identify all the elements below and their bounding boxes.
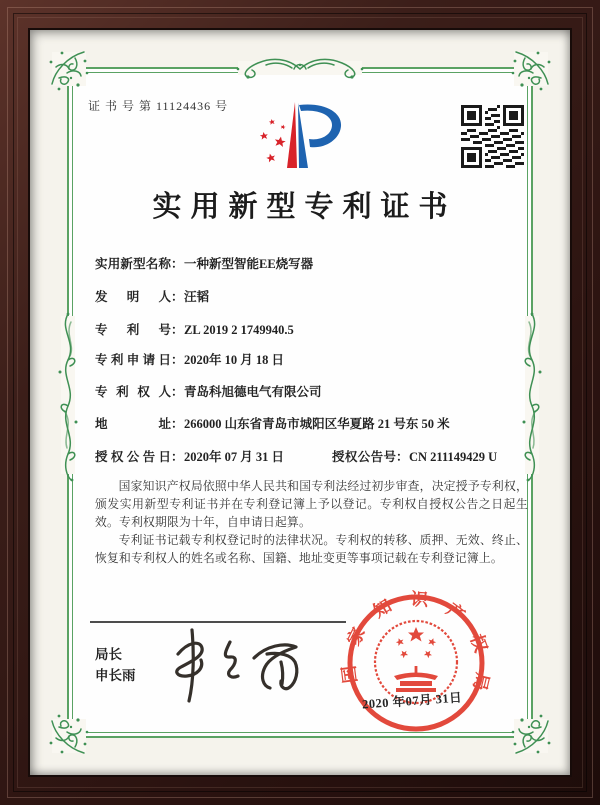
colon: ： xyxy=(396,450,409,464)
side-vine-icon xyxy=(55,312,81,482)
seal-date: 2020 年07月 31日 xyxy=(361,690,463,712)
colon: ： xyxy=(171,323,184,337)
field-application-date xyxy=(95,350,284,368)
colon: ： xyxy=(171,417,184,431)
field-inventor xyxy=(95,287,209,305)
field-grant-row xyxy=(95,447,498,465)
field-value: 青岛科旭德电气有限公司 xyxy=(184,385,322,399)
field-label: 专利号 xyxy=(95,323,171,337)
legal-paragraph: 专利证书记载专利权登记时的法律状况。专利权的转移、质押、无效、终止、恢复和专利权人的姓名或名称、国籍、地址变更等事项记载在专利登记簿上。 xyxy=(95,533,528,565)
field-label: 授权公告日 xyxy=(95,450,171,464)
field-invention-name xyxy=(95,254,313,272)
colon: ： xyxy=(171,353,184,367)
field-value: ZL 2019 2 1749940.5 xyxy=(184,323,294,337)
field-grant-number xyxy=(332,447,497,465)
field-label: 发明人 xyxy=(95,290,171,304)
signature-divider xyxy=(90,621,346,623)
field-value: 汪韬 xyxy=(184,290,210,304)
field-patent-number xyxy=(95,320,294,338)
colon: ： xyxy=(171,450,184,464)
corner-flourish-icon xyxy=(45,714,91,760)
top-flourish-icon xyxy=(232,53,368,83)
field-label: 专利申请日 xyxy=(95,353,171,367)
field-value: 2020年 07 月 31 日 xyxy=(184,450,285,464)
field-label: 地址 xyxy=(95,417,171,431)
seal-ring-text: 国家知识产权局 xyxy=(338,588,493,693)
certificate-number: 证 书 号 第 11124436 号 xyxy=(88,99,229,113)
certificate-title: 实用新型专利证书 xyxy=(152,191,457,223)
corner-flourish-icon xyxy=(509,45,555,91)
field-value: 一种新型智能EE烧写器 xyxy=(184,257,314,271)
handwritten-signature-icon xyxy=(148,624,310,704)
field-value: 266000 山东省青岛市城阳区华夏路 21 号东 50 米 xyxy=(184,417,450,431)
signer-title: 局长 xyxy=(95,647,122,662)
field-label: 实用新型名称 xyxy=(95,257,171,271)
field-patentee xyxy=(95,382,322,400)
field-label: 专利权人 xyxy=(95,385,171,399)
field-value: 2020年 10 月 18 日 xyxy=(184,353,285,367)
field-address xyxy=(95,414,450,432)
colon: ： xyxy=(171,290,184,304)
side-vine-icon xyxy=(519,312,545,482)
signer-name: 申长雨 xyxy=(95,668,136,683)
qr-code-icon xyxy=(461,105,524,168)
legal-text xyxy=(95,477,528,567)
cnipa-logo-icon xyxy=(252,96,348,174)
colon: ： xyxy=(171,257,184,271)
red-official-seal-icon xyxy=(336,588,496,738)
corner-flourish-icon xyxy=(45,45,91,91)
field-label: 授权公告号 xyxy=(332,450,396,464)
colon: ： xyxy=(171,385,184,399)
legal-paragraph: 国家知识产权局依照中华人民共和国专利法经过初步审查，决定授予专利权，颁发实用新型专利证书并在专利登记簿上予以登记。专利权自授权公告之日起生效。专利权期限为十年，自申请日起算。 xyxy=(95,479,528,529)
corner-flourish-icon xyxy=(509,714,555,760)
signer-block xyxy=(95,644,136,686)
field-value: CN 211149429 U xyxy=(409,450,498,464)
